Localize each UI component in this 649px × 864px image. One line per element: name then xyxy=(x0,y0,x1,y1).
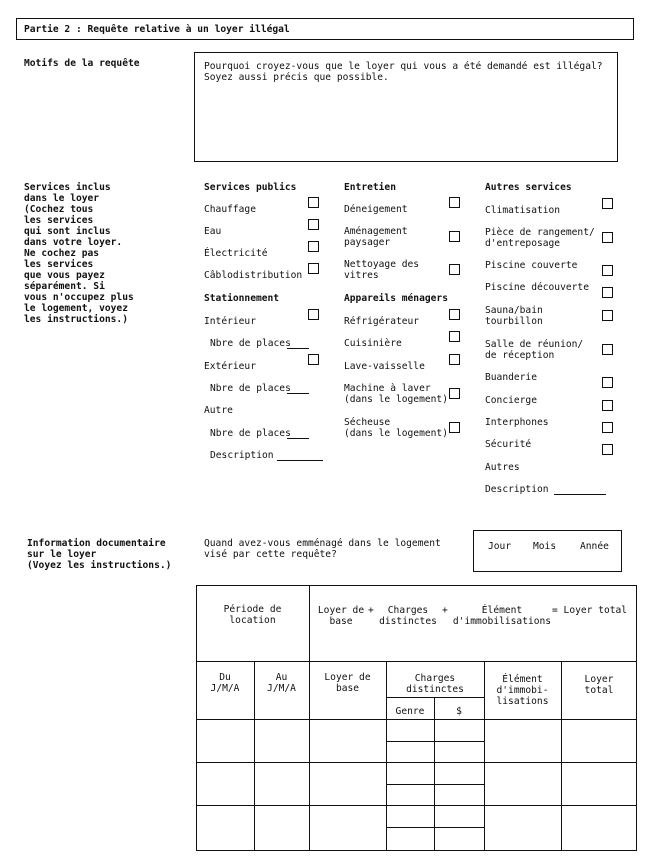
buanderie-checkbox[interactable] xyxy=(602,377,613,388)
cablodistribution-label: Câblodistribution xyxy=(204,270,303,281)
col-au: Au J/M/A xyxy=(267,672,296,694)
cablodistribution-checkbox[interactable] xyxy=(308,263,319,274)
col-total: Loyer total xyxy=(584,674,614,696)
col-dollar: $ xyxy=(456,706,462,717)
formula-plus-2: + xyxy=(442,605,448,616)
exterieur-label: Extérieur xyxy=(204,361,256,372)
lave-vaisselle-label: Lave-vaisselle xyxy=(344,361,425,372)
interieur-places-label: Nbre de places xyxy=(210,338,291,349)
concierge-checkbox[interactable] xyxy=(602,400,613,411)
motifs-question: Pourquoi croyez-vous que le loyer qui vous a été demandé est illégal? Soyez aussi précis que possible. xyxy=(204,61,603,83)
exterieur-checkbox[interactable] xyxy=(308,354,319,365)
documentaire-side-label: Information documentaire sur le loyer (Voyez les instructions.) xyxy=(27,538,172,571)
autre-label: Autre xyxy=(204,405,233,416)
cuisiniere-checkbox[interactable] xyxy=(449,331,460,342)
motifs-label: Motifs de la requête xyxy=(24,58,140,69)
formula-charges: Charges distinctes xyxy=(379,605,437,627)
interieur-places-input[interactable] xyxy=(287,348,309,349)
autre-places-input[interactable] xyxy=(287,438,309,439)
table-row[interactable] xyxy=(196,719,637,762)
col-element: Élément d'immobi- lisations xyxy=(496,674,549,707)
stationnement-description-input[interactable] xyxy=(277,460,323,461)
cuisiniere-label: Cuisinière xyxy=(344,338,402,349)
interphones-label: Interphones xyxy=(485,417,549,428)
col-du: Du J/M/A xyxy=(210,672,240,694)
machine-laver-checkbox[interactable] xyxy=(449,388,460,399)
col-charges: Charges distinctes xyxy=(406,673,464,695)
buanderie-label: Buanderie xyxy=(485,372,537,383)
formula-plus-1: + xyxy=(368,605,374,616)
rangement-label: Pièce de rangement/ d'entreposage xyxy=(485,227,595,249)
piscine-couverte-label: Piscine couverte xyxy=(485,260,578,271)
electricite-checkbox[interactable] xyxy=(308,241,319,252)
piscine-decouverte-label: Piscine découverte xyxy=(485,282,589,293)
climatisation-checkbox[interactable] xyxy=(602,198,613,209)
salle-reunion-checkbox[interactable] xyxy=(602,344,613,355)
exterieur-places-label: Nbre de places xyxy=(210,383,291,394)
appareils-heading: Appareils ménagers xyxy=(344,293,448,304)
amenagement-label: Aménagement paysager xyxy=(344,226,408,248)
refrigerateur-label: Réfrigérateur xyxy=(344,316,420,327)
sauna-checkbox[interactable] xyxy=(602,310,613,321)
autres-description-label: Description xyxy=(485,484,549,495)
concierge-label: Concierge xyxy=(485,395,537,406)
formula-element: Élément d'immobilisations xyxy=(452,605,552,627)
stationnement-description-label: Description xyxy=(210,450,274,461)
secheuse-label: Sécheuse (dans le logement) xyxy=(344,417,448,439)
refrigerateur-checkbox[interactable] xyxy=(449,309,460,320)
interieur-label: Intérieur xyxy=(204,316,256,327)
stationnement-heading: Stationnement xyxy=(204,293,280,304)
autres-services-heading: Autres services xyxy=(485,182,572,193)
periode-header: Période de location xyxy=(223,604,282,626)
formula-loyer-base: Loyer de base xyxy=(317,605,365,627)
electricite-label: Électricité xyxy=(204,248,268,259)
autres-description-input[interactable] xyxy=(554,494,606,495)
securite-label: Sécurité xyxy=(485,439,532,450)
secheuse-checkbox[interactable] xyxy=(449,422,460,433)
deneigement-label: Déneigement xyxy=(344,204,408,215)
services-publics-heading: Services publics xyxy=(204,182,297,193)
securite-checkbox[interactable] xyxy=(602,444,613,455)
eau-checkbox[interactable] xyxy=(308,219,319,230)
services-side-label: Services inclus dans le loyer (Cochez tous les services qui sont inclus dans votre loyer. Ne cochez pas les services que vous payez séparément. Si vous n'occupez plus le logement, voyez les instructions.) xyxy=(24,182,134,325)
col-genre: Genre xyxy=(395,706,425,717)
chauffage-label: Chauffage xyxy=(204,204,256,215)
machine-laver-label: Machine à laver (dans le logement) xyxy=(344,383,448,405)
table-row[interactable] xyxy=(196,762,637,805)
amenagement-checkbox[interactable] xyxy=(449,231,460,242)
nettoyage-label: Nettoyage des vitres xyxy=(344,259,420,281)
salle-reunion-label: Salle de réunion/ de réception xyxy=(485,339,584,361)
col-loyer-base: Loyer de base xyxy=(324,672,371,694)
eau-label: Eau xyxy=(204,226,222,237)
entretien-heading: Entretien xyxy=(344,182,396,193)
piscine-couverte-checkbox[interactable] xyxy=(602,265,613,276)
lave-vaisselle-checkbox[interactable] xyxy=(449,354,460,365)
table-row[interactable] xyxy=(196,805,637,851)
interphones-checkbox[interactable] xyxy=(602,422,613,433)
chauffage-checkbox[interactable] xyxy=(308,197,319,208)
interieur-checkbox[interactable] xyxy=(308,309,319,320)
autre-places-label: Nbre de places xyxy=(210,428,291,439)
mois-label: Mois xyxy=(533,541,557,552)
move-in-question: Quand avez-vous emménagé dans le logement visé par cette requête? xyxy=(204,538,441,560)
climatisation-label: Climatisation xyxy=(485,205,561,216)
deneigement-checkbox[interactable] xyxy=(449,197,460,208)
exterieur-places-input[interactable] xyxy=(287,393,309,394)
autres-label: Autres xyxy=(485,462,520,473)
annee-label: Année xyxy=(580,541,609,552)
sauna-label: Sauna/bain tourbillon xyxy=(485,305,543,327)
rangement-checkbox[interactable] xyxy=(602,232,613,243)
formula-total: = Loyer total xyxy=(552,605,628,616)
nettoyage-checkbox[interactable] xyxy=(449,264,460,275)
jour-label: Jour xyxy=(488,541,512,552)
piscine-decouverte-checkbox[interactable] xyxy=(602,287,613,298)
part-title: Partie 2 : Requête relative à un loyer illégal xyxy=(24,24,290,35)
